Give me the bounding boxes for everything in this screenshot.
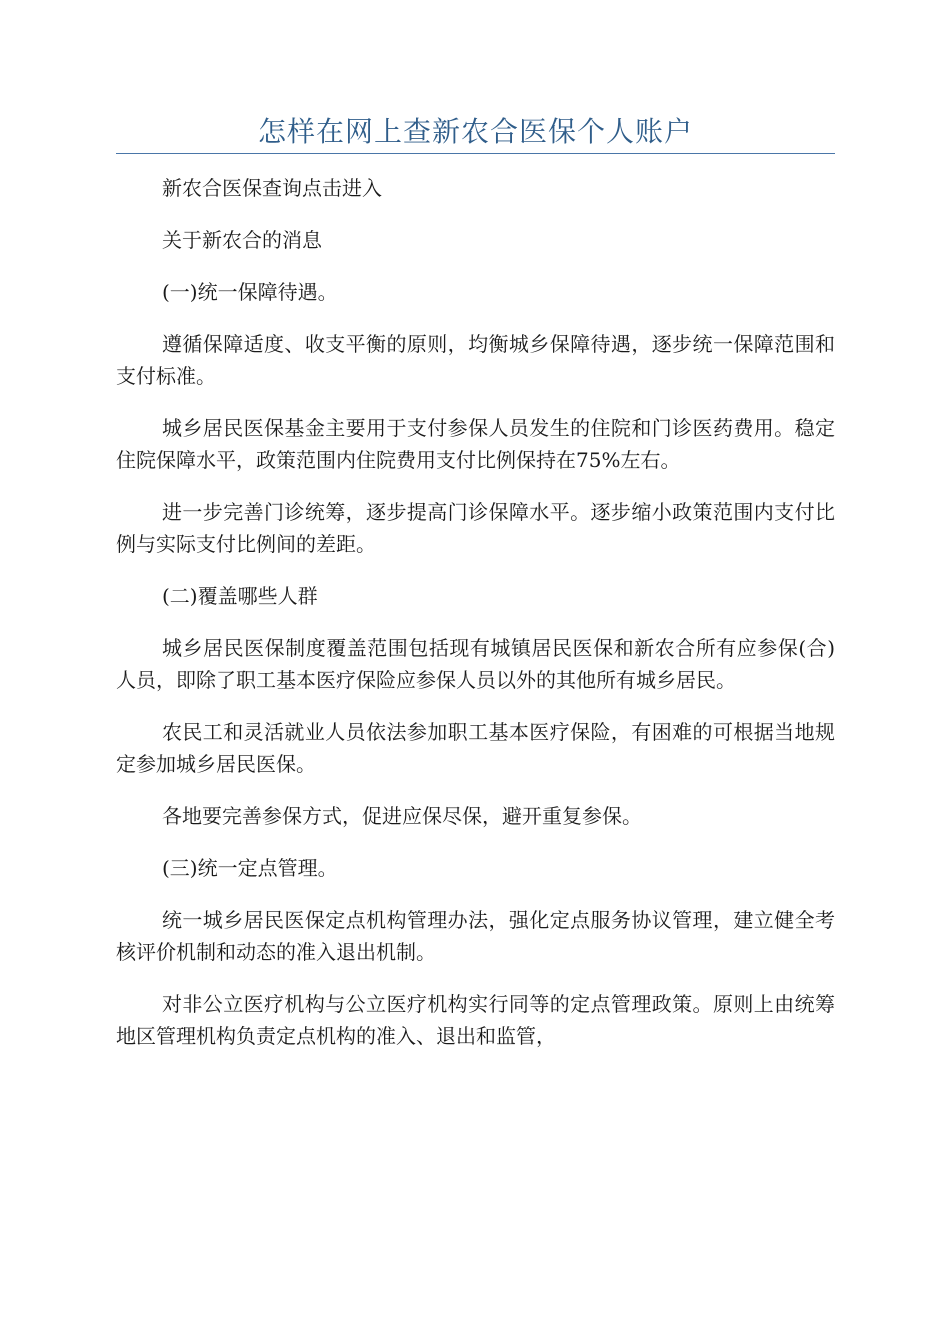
section-heading: (二)覆盖哪些人群 xyxy=(162,584,318,608)
document-body xyxy=(116,172,835,1072)
paragraph: 农民工和灵活就业人员依法参加职工基本医疗保险，有困难的可根据当地规定参加城乡居民医保。 xyxy=(116,720,835,776)
paragraph: 统一城乡居民医保定点机构管理办法，强化定点服务协议管理，建立健全考核评价机制和动态的准入退出机制。 xyxy=(116,908,835,964)
paragraph: 对非公立医疗机构与公立医疗机构实行同等的定点管理政策。原则上由统筹地区管理机构负责定点机构的准入、退出和监管， xyxy=(116,992,835,1048)
section-heading: (三)统一定点管理。 xyxy=(162,856,338,880)
section-heading: (一)统一保障待遇。 xyxy=(162,280,338,304)
paragraph: 关于新农合的消息 xyxy=(162,228,322,252)
paragraph: 进一步完善门诊统筹，逐步提高门诊保障水平。逐步缩小政策范围内支付比例与实际支付比例间的差距。 xyxy=(116,500,835,556)
paragraph: 遵循保障适度、收支平衡的原则，均衡城乡保障待遇，逐步统一保障范围和支付标准。 xyxy=(116,332,835,388)
title-underline xyxy=(116,153,835,154)
paragraph: 各地要完善参保方式，促进应保尽保，避开重复参保。 xyxy=(162,804,642,828)
paragraph: 新农合医保查询点击进入 xyxy=(162,176,382,200)
paragraph: 城乡居民医保基金主要用于支付参保人员发生的住院和门诊医药费用。稳定住院保障水平，政策范围内住院费用支付比例保持在75%左右。 xyxy=(116,416,835,472)
document-title: 怎样在网上查新农合医保个人账户 xyxy=(257,115,693,148)
paragraph: 城乡居民医保制度覆盖范围包括现有城镇居民医保和新农合所有应参保(合)人员，即除了职工基本医疗保险应参保人员以外的其他所有城乡居民。 xyxy=(116,636,835,692)
